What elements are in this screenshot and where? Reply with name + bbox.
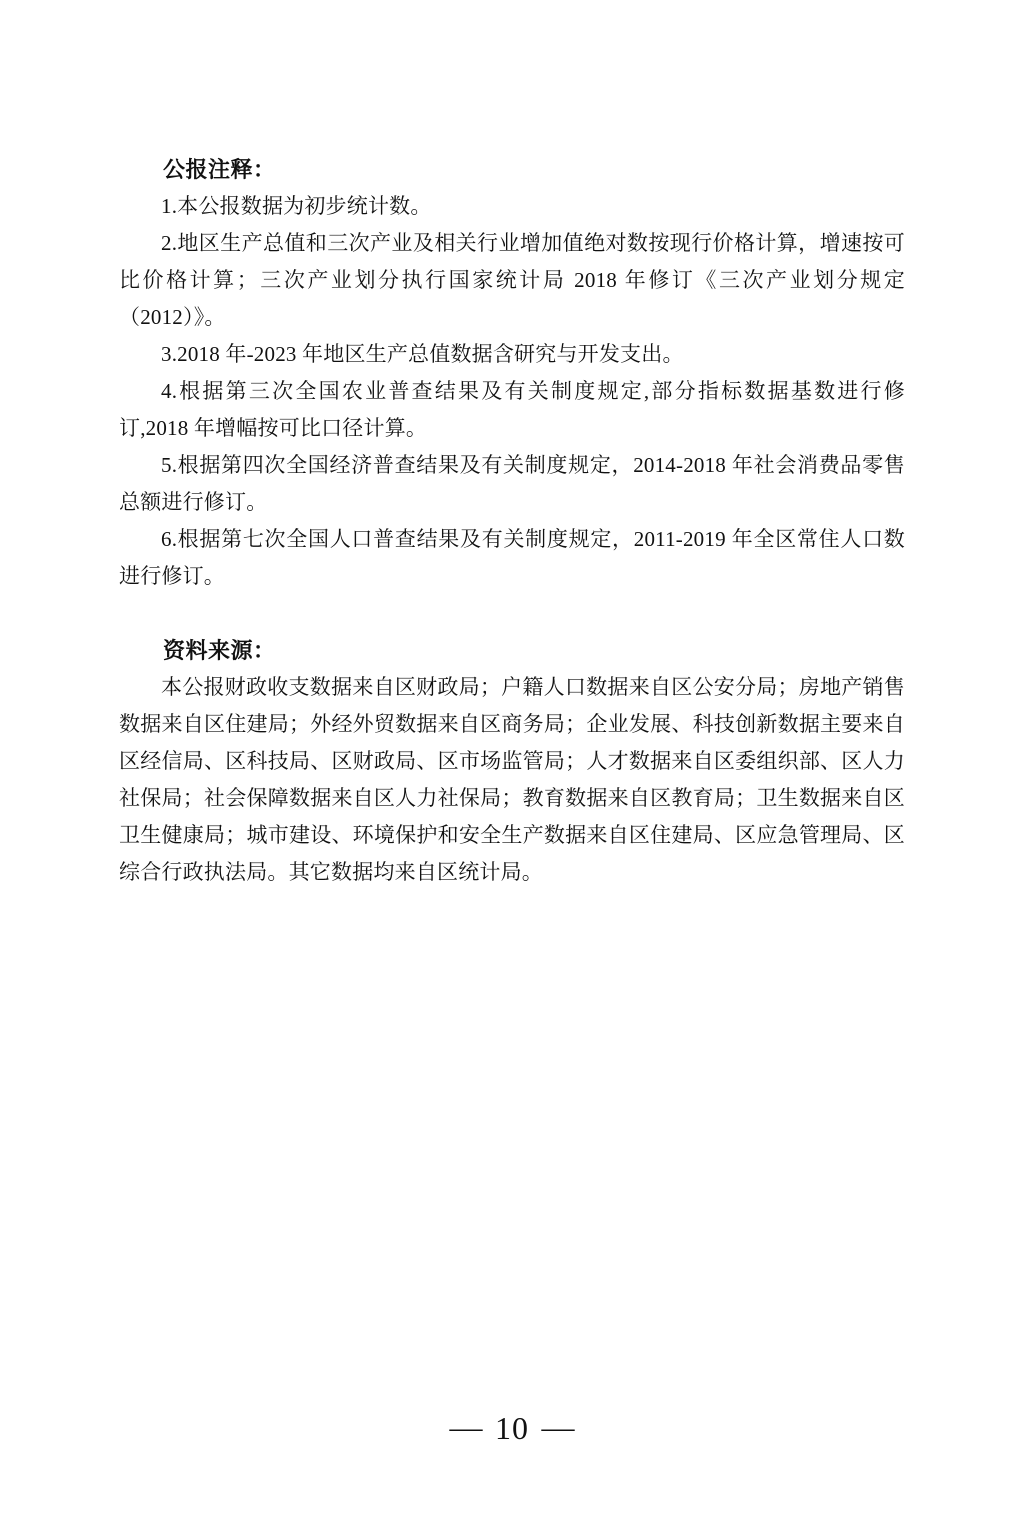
note-item-4: 4.根据第三次全国农业普查结果及有关制度规定,部分指标数据基数进行修订,2018 年增幅按可比口径计算。 (119, 379, 905, 440)
page-number: 10 (495, 1410, 529, 1446)
page-content (119, 151, 905, 891)
footer-dash-left: — (449, 1411, 483, 1444)
notes-section-heading: 公报注释： (163, 157, 276, 182)
sources-section-heading: 资料来源： (163, 638, 276, 663)
footer-dash-right: — (541, 1411, 575, 1444)
page-footer (0, 1408, 1024, 1448)
note-item-6: 6.根据第七次全国人口普查结果及有关制度规定，2011-2019 年全区常住人口数进行修订。 (119, 527, 905, 588)
note-item-5: 5.根据第四次全国经济普查结果及有关制度规定，2014-2018 年社会消费品零售总额进行修订。 (119, 453, 905, 514)
sources-paragraph: 本公报财政收支数据来自区财政局；户籍人口数据来自区公安分局；房地产销售数据来自区住建局；外经外贸数据来自区商务局；企业发展、科技创新数据主要来自区经信局、区科技局、区财政局、区市场监管局；人才数据来自区委组织部、区人力社保局；社会保障数据来自区人力社保局；教育数据来自区教育局；卫生数据来自区卫生健康局；城市建设、环境保护和安全生产数据来自区住建局、区应急管理局、区综合行政执法局。其它数据均来自区统计局。 (119, 675, 905, 884)
note-item-3: 3.2018 年-2023 年地区生产总值数据含研究与开发支出。 (161, 342, 684, 366)
note-item-2: 2.地区生产总值和三次产业及相关行业增加值绝对数按现行价格计算，增速按可比价格计算；三次产业划分执行国家统计局 2018 年修订《三次产业划分规定（2012）》。 (119, 231, 905, 329)
note-item-1: 1.本公报数据为初步统计数。 (161, 194, 432, 218)
